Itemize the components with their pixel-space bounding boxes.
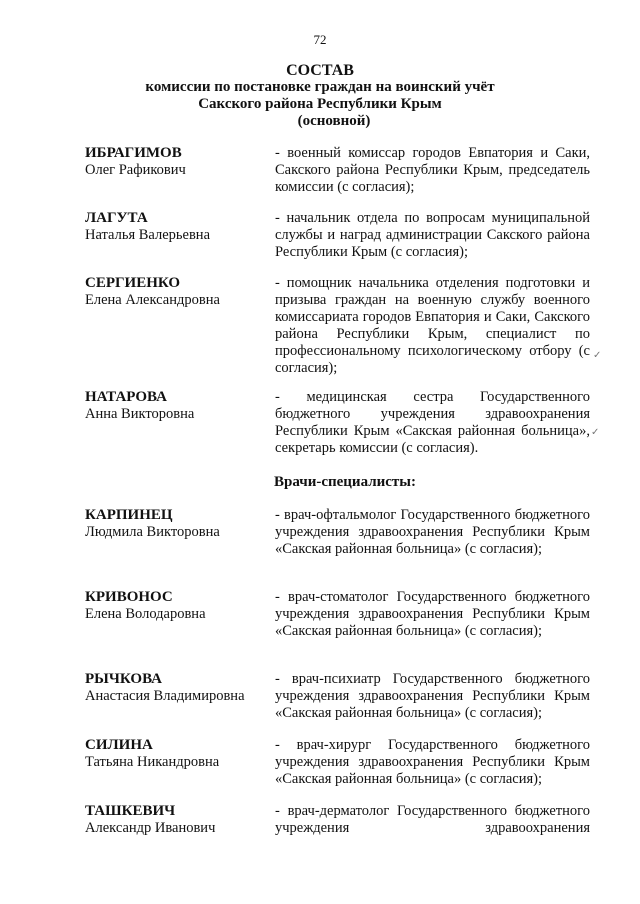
check-mark-icon: ✓ bbox=[593, 350, 602, 361]
doctor-role: - врач-стоматолог Государственного бюджетного учреждения здравоохранения Республики Крым «Сакская районная больница» (с согласия); bbox=[275, 589, 590, 639]
member-name: Олег Рафикович bbox=[85, 162, 186, 178]
doctor-name: Анастасия Владимировна bbox=[85, 688, 245, 704]
member-surname: ЛАГУТА bbox=[85, 210, 148, 226]
page-number: 72 bbox=[313, 32, 327, 47]
title-line-2: Сакского района Республики Крым bbox=[198, 96, 442, 112]
member-surname: СЕРГИЕНКО bbox=[85, 275, 181, 291]
member-name: Наталья Валерьевна bbox=[85, 227, 210, 243]
title-line-3: (основной) bbox=[297, 113, 371, 129]
check-mark-icon: ✓ bbox=[591, 427, 600, 438]
doctor-name: Елена Володаровна bbox=[85, 606, 206, 622]
member-surname: НАТАРОВА bbox=[85, 389, 167, 405]
doctor-role: - врач-дерматолог Государственного бюджетного учреждения здравоохранения bbox=[275, 803, 590, 836]
doctor-role: - врач-офтальмолог Государственного бюджетного учреждения здравоохранения Республики Крым «Сакская районная больница» (с согласия); bbox=[275, 507, 590, 557]
member-name: Анна Викторовна bbox=[85, 406, 195, 422]
title-line-1: комиссии по постановке граждан на воинский учёт bbox=[145, 79, 495, 95]
member-role: - военный комиссар городов Евпатория и Саки, Сакского района Республики Крым, председатель комиссии (с согласия); bbox=[275, 145, 590, 195]
member-name: Елена Александровна bbox=[85, 292, 220, 308]
member-role: - начальник отдела по вопросам муниципальной службы и наград администрации Сакского района Республики Крым (с согласия); bbox=[275, 210, 590, 260]
doctor-surname: КРИВОНОС bbox=[85, 589, 173, 605]
doctor-role: - врач-хирург Государственного бюджетного учреждения здравоохранения Республики Крым «Сакская районная больница» (с согласия); bbox=[275, 737, 590, 787]
doctor-name: Людмила Викторовна bbox=[85, 524, 220, 540]
doctor-role: - врач-психиатр Государственного бюджетного учреждения здравоохранения Республики Крым «Сакская районная больница» (с согласия); bbox=[275, 671, 590, 721]
doctor-name: Александр Иванович bbox=[85, 820, 216, 836]
document-title bbox=[0, 62, 640, 130]
member-role: - помощник начальника отделения подготовки и призыва граждан на военную службу военного комиссариата городов Евпатория и Саки, Сакского района Республики Крым, специалист по профессиональному психологическому отбору (с согласия); bbox=[275, 275, 590, 376]
member-role: - медицинская сестра Государственного бюджетного учреждения здравоохранения Республики Крым «Сакская районная больница», секретарь комиссии (с согласия). bbox=[275, 389, 590, 456]
doctor-surname: КАРПИНЕЦ bbox=[85, 507, 173, 523]
doctor-name: Татьяна Никандровна bbox=[85, 754, 220, 770]
doctor-surname: ТАШКЕВИЧ bbox=[85, 803, 176, 819]
doctor-surname: СИЛИНА bbox=[85, 737, 153, 753]
title-main: СОСТАВ bbox=[286, 62, 354, 79]
doctor-surname: РЫЧКОВА bbox=[85, 671, 162, 687]
member-surname: ИБРАГИМОВ bbox=[85, 145, 182, 161]
doctors-heading: Врачи-специалисты: bbox=[273, 474, 416, 490]
